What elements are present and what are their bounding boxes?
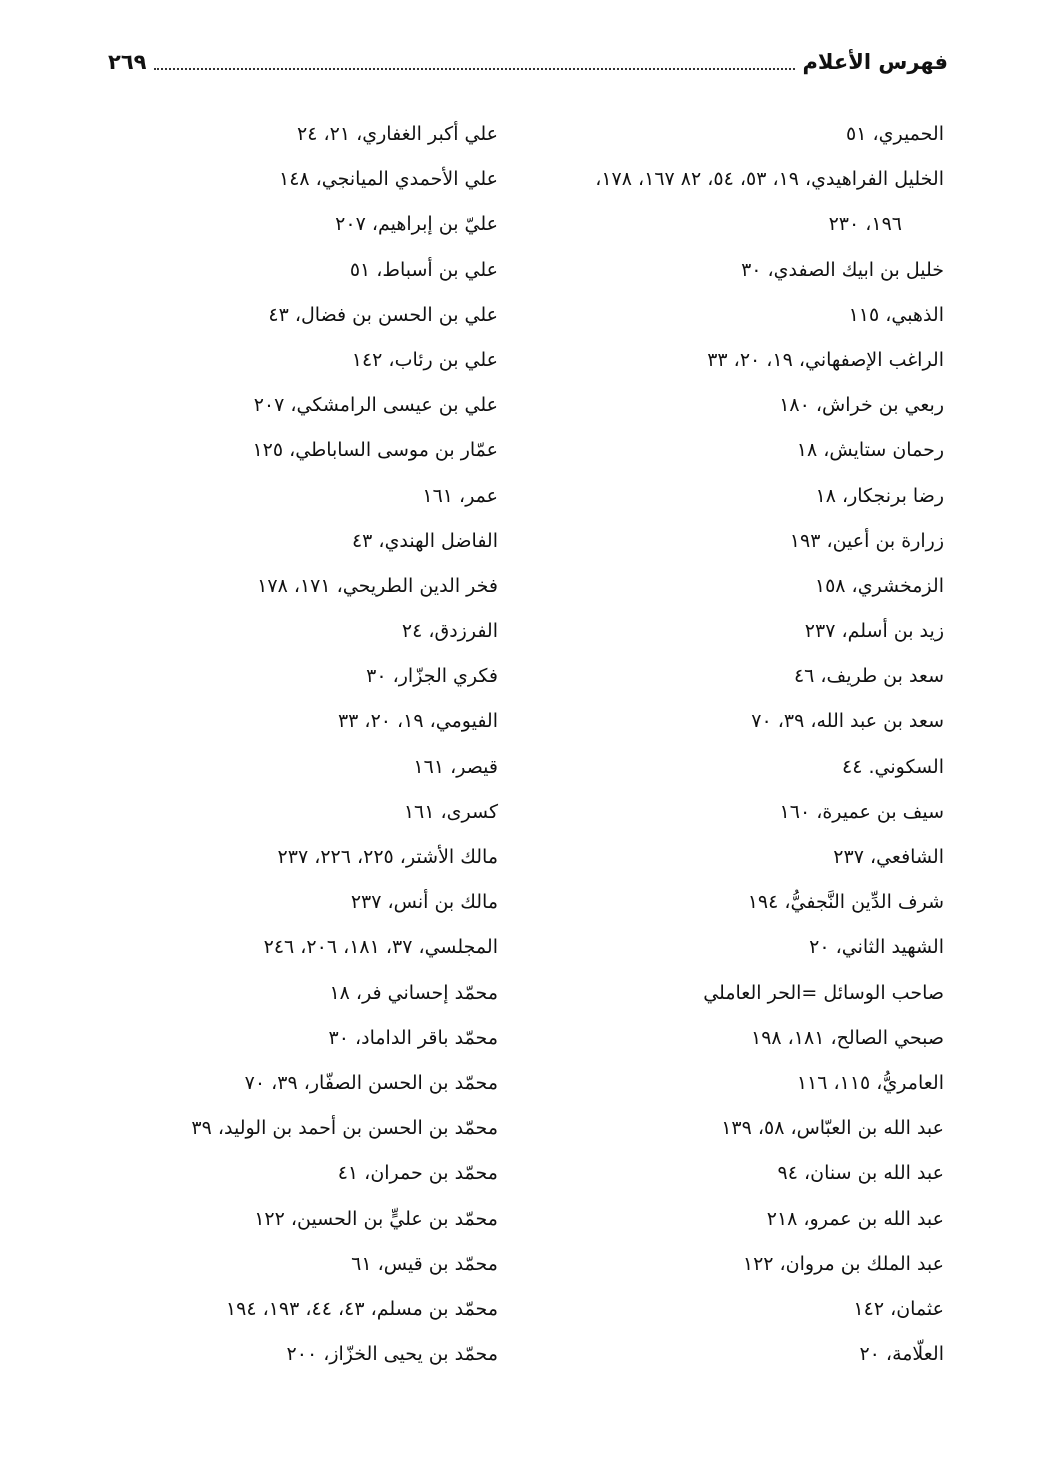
index-entry: عليّ بن إبراهيم، ٢٠٧ [335,213,498,236]
index-entry: رضا برنجكار، ١٨ [815,484,944,507]
index-entry: كسرى، ١٦١ [403,800,498,823]
index-entry: صاحب الوسائل =الحر العاملي [703,981,944,1004]
index-entry: علي الأحمدي الميانجي، ١٤٨ [279,168,498,191]
index-entry: السكوني. ٤٤ [842,755,944,778]
index-entry: شرف الدِّين النَّجفيُّ، ١٩٤ [747,891,944,914]
index-entry: محمّد بن حمران، ٤١ [337,1162,498,1185]
index-entry: عثمان، ١٤٢ [853,1297,944,1320]
index-entry: الزمخشري، ١٥٨ [814,574,944,597]
index-entry: محمّد بن الحسن الصفّار، ٣٩، ٧٠ [244,1071,498,1094]
index-entry: علي بن الحسن بن فضال، ٤٣ [268,303,498,326]
index-entry: محمّد بن يحيى الخزّاز، ٢٠٠ [286,1343,498,1366]
page-number: ٢٦٩ [108,50,147,74]
index-entry: الحميري، ٥١ [846,123,944,145]
index-entry: عبد الملك بن مروان، ١٢٢ [742,1252,944,1275]
page-header [108,42,948,82]
index-entry: الفرزدق، ٢٤ [401,620,498,643]
index-entry: الفاضل الهندي، ٤٣ [351,529,498,552]
index-entry: خليل بن ابيك الصفدي، ٣٠ [741,258,944,281]
index-entry: الفيومي، ١٩، ٢٠، ٣٣ [337,710,498,733]
index-entry: عمّار بن موسى الساباطي، ١٢٥ [252,439,498,462]
index-entry: مالك الأشتر، ٢٢٥، ٢٢٦، ٢٣٧ [277,846,498,868]
leader-dots [154,66,794,70]
index-entry: علي بن عيسى الرامشكي، ٢٠٧ [253,394,498,417]
index-entry: الذهبي، ١١٥ [848,303,944,326]
index-entry: العلّامة، ٢٠ [859,1343,944,1366]
index-entry: صبحي الصالح، ١٨١، ١٩٨ [751,1026,944,1049]
index-entry: زرارة بن أعين، ١٩٣ [789,529,944,552]
index-entry: عبد الله بن سنان، ٩٤ [777,1162,944,1185]
index-entry: علي بن أسباط، ٥١ [349,258,498,281]
index-entry: عبد الله بن عمرو، ٢١٨ [766,1207,944,1230]
index-entry: علي أكبر الغفاري، ٢١، ٢٤ [297,123,498,145]
index-entry: قيصر، ١٦١ [413,755,498,778]
index-entry: علي بن رئاب، ١٤٢ [351,348,498,371]
index-entry: سيف بن عميرة، ١٦٠ [779,800,944,823]
index-entry: محمّد باقر الداماد، ٣٠ [328,1026,498,1049]
index-entry: عمر، ١٦١ [422,484,498,507]
index-entry: رحمان ستايش، ١٨ [796,439,944,462]
index-entry: الراغب الإصفهاني، ١٩، ٢٠، ٣٣ [707,348,944,371]
index-entry: سعد بن طريف، ٤٦ [793,665,944,688]
index-entry: محمّد بن مسلم، ٤٣، ٤٤، ١٩٣، ١٩٤ [225,1297,498,1320]
index-entry: الشافعي، ٢٣٧ [833,846,944,868]
index-entry: المجلسي، ٣٧، ١٨١، ٢٠٦، ٢٤٦ [263,936,498,959]
index-entry: محمّد بن قيس، ٦١ [351,1252,498,1275]
index-entry: الشهيد الثاني، ٢٠ [809,936,944,959]
index-entry: فخر الدين الطريحي، ١٧١، ١٧٨ [257,574,498,597]
index-entry: العامريُّ، ١١٥، ١١٦ [796,1071,944,1094]
index-entry: ربعي بن خراش، ١٨٠ [779,394,944,417]
index-entry: محمّد إحساني فر، ١٨ [329,981,498,1004]
running-title: فهرس الأعلام [802,50,948,74]
index-entry: سعد بن عبد الله، ٣٩، ٧٠ [751,710,944,733]
index-entry: محمّد بن الحسن بن أحمد بن الوليد، ٣٩ [191,1117,498,1140]
index-entry: عبد الله بن العبّاس، ٥٨، ١٣٩ [721,1117,944,1140]
index-column-right [524,112,944,1377]
index-entry-continuation: ١٩٦، ٢٣٠ [828,213,902,236]
index-entry: محمّد بن عليٍّ بن الحسين، ١٢٢ [254,1207,498,1230]
index-column-left [78,112,498,1377]
index-entry: زيد بن أسلم، ٢٣٧ [804,620,944,643]
index-entry: الخليل الفراهيدي، ١٩، ٥٣، ٥٤، ٨٢ ١٦٧، ١٧٨، [595,168,944,191]
index-entry: فكري الجزّار، ٣٠ [366,665,498,688]
index-entry: مالك بن أنس، ٢٣٧ [350,891,498,914]
